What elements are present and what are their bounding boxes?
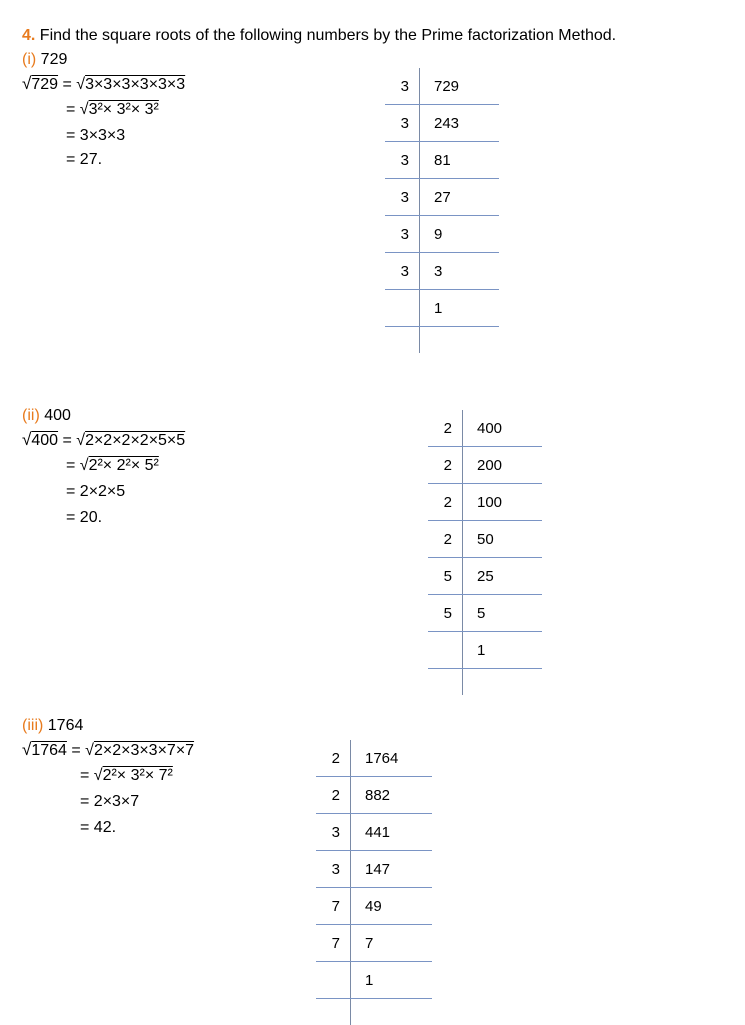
quotient-cell: 25 [463, 558, 543, 595]
part-iii-label [22, 716, 83, 736]
divisor-cell: 2 [428, 447, 463, 484]
divisor-cell: 2 [316, 740, 351, 777]
empty-cell [463, 669, 543, 696]
quotient-cell: 5 [463, 595, 543, 632]
quotient-cell: 3 [420, 253, 500, 290]
divisor-cell: 7 [316, 888, 351, 925]
divisor-cell: 3 [316, 814, 351, 851]
quotient-cell: 882 [351, 777, 433, 814]
divisor-cell [316, 962, 351, 999]
part-ii-tag: (ii) [22, 407, 40, 424]
divisor-cell: 5 [428, 558, 463, 595]
factor-row [428, 484, 542, 521]
part-i-factor-table [385, 68, 499, 353]
divisor-cell: 3 [385, 68, 420, 105]
quotient-cell: 1764 [351, 740, 433, 777]
part-ii-line-1: √400 = √2×2×2×2×5×5 [22, 430, 185, 451]
quotient-cell: 243 [420, 105, 500, 142]
factor-row [385, 290, 499, 327]
part-ii-label [22, 406, 71, 426]
question-text: Find the square roots of the following numbers by the Prime factorization Method. [40, 27, 616, 44]
divisor-cell: 3 [385, 142, 420, 179]
part-ii-line-4: = 20. [66, 508, 102, 528]
quotient-cell: 441 [351, 814, 433, 851]
divisor-cell [385, 290, 420, 327]
part-ii-line-3: = 2×2×5 [66, 482, 125, 502]
part-iii-tag: (iii) [22, 717, 43, 734]
part-iii-line-3: = 2×3×7 [80, 792, 139, 812]
empty-cell [420, 327, 500, 354]
question-number: 4. [22, 27, 35, 44]
quotient-cell: 729 [420, 68, 500, 105]
factor-row [385, 105, 499, 142]
part-i-tag: (i) [22, 51, 36, 68]
factor-row [428, 410, 542, 447]
quotient-cell: 1 [420, 290, 500, 327]
factor-row [428, 447, 542, 484]
divisor-cell: 2 [428, 521, 463, 558]
part-iii-line-2: = √2²× 3²× 7² [80, 766, 173, 786]
divisor-cell: 3 [385, 179, 420, 216]
factor-row [385, 68, 499, 105]
divisor-cell: 3 [385, 105, 420, 142]
part-ii-factor-table [428, 410, 542, 695]
factor-row [316, 925, 432, 962]
divisor-cell: 7 [316, 925, 351, 962]
factor-row [385, 253, 499, 290]
factor-row [316, 962, 432, 999]
factor-row [428, 521, 542, 558]
quotient-cell: 81 [420, 142, 500, 179]
factor-row [428, 558, 542, 595]
factor-row [428, 632, 542, 669]
factor-row [316, 851, 432, 888]
factor-row [316, 777, 432, 814]
quotient-cell: 27 [420, 179, 500, 216]
divisor-cell: 3 [316, 851, 351, 888]
quotient-cell: 7 [351, 925, 433, 962]
part-iii-line-4: = 42. [80, 818, 116, 838]
quotient-cell: 400 [463, 410, 543, 447]
part-ii-line-2: = √2²× 2²× 5² [66, 456, 159, 476]
divider-stub [428, 669, 463, 696]
part-iii-factor-table [316, 740, 432, 1025]
divider-stub [385, 327, 420, 354]
question-title [22, 26, 616, 46]
quotient-cell: 1 [351, 962, 433, 999]
factor-table-tail [316, 999, 432, 1025]
factor-row [316, 814, 432, 851]
part-i-line-2: = √3²× 3²× 3² [66, 100, 159, 120]
divisor-cell: 3 [385, 216, 420, 253]
divisor-cell: 2 [316, 777, 351, 814]
divider-stub [316, 999, 351, 1025]
divisor-cell: 5 [428, 595, 463, 632]
divisor-cell: 2 [428, 484, 463, 521]
empty-cell [351, 999, 433, 1025]
quotient-cell: 49 [351, 888, 433, 925]
part-i-line-1: √729 = √3×3×3×3×3×3 [22, 74, 185, 95]
divisor-cell: 3 [385, 253, 420, 290]
quotient-cell: 147 [351, 851, 433, 888]
quotient-cell: 200 [463, 447, 543, 484]
part-i-number: 729 [41, 51, 68, 68]
part-i-line-3: = 3×3×3 [66, 126, 125, 146]
divisor-cell [428, 632, 463, 669]
factor-row [428, 595, 542, 632]
part-i-line-4: = 27. [66, 150, 102, 170]
factor-table-tail [385, 327, 499, 354]
quotient-cell: 50 [463, 521, 543, 558]
quotient-cell: 9 [420, 216, 500, 253]
factor-row [385, 216, 499, 253]
factor-table-tail [428, 669, 542, 696]
quotient-cell: 100 [463, 484, 543, 521]
part-iii-number: 1764 [48, 717, 84, 734]
factor-row [316, 740, 432, 777]
divisor-cell: 2 [428, 410, 463, 447]
quotient-cell: 1 [463, 632, 543, 669]
part-ii-number: 400 [44, 407, 71, 424]
factor-row [385, 179, 499, 216]
factor-row [316, 888, 432, 925]
part-i-label [22, 50, 67, 70]
part-iii-line-1: √1764 = √2×2×3×3×7×7 [22, 740, 194, 761]
factor-row [385, 142, 499, 179]
